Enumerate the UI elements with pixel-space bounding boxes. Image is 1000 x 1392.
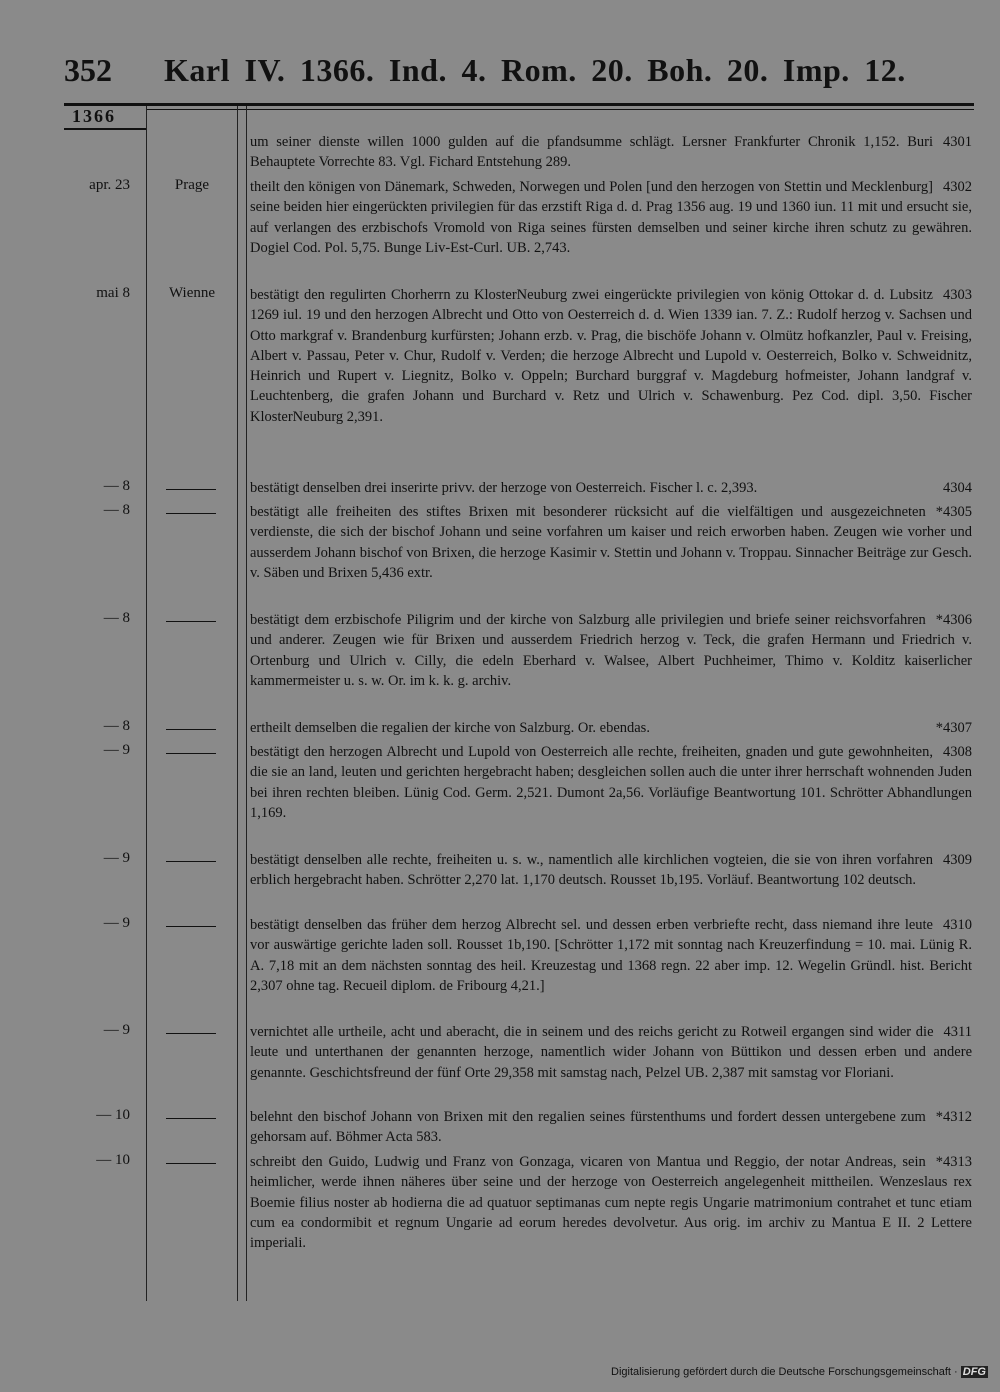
- entry-body: theilt den königen von Dänemark, Schweden, Norwegen und Polen [und den herzogen von Stettin und Mecklenburg] seine beiden hier eingerückten privilegien für das erzstift Riga d. d. Prag 1356 aug. 19 und 1360 iun. 11 mit und ersucht sie, auf verlangen des erzbischofs Vromold von Riga seines fürsten demselben und seiner kirche ihren schutz zu gewähren. Dogiel Cod. Pol. 5,75. Bunge Liv-Est-Curl. UB. 2,743.: [250, 179, 972, 256]
- place-ditto-rule: [166, 1118, 216, 1119]
- dfg-logo: DFG: [962, 1366, 986, 1378]
- place-ditto-rule: [166, 1163, 216, 1164]
- entry-number: 4301: [943, 134, 972, 150]
- entry-date: mai 8: [96, 285, 130, 301]
- entry-text: [250, 915, 972, 996]
- entry-number: 4311: [943, 1024, 972, 1040]
- entry-text: [250, 285, 972, 427]
- entry-date: — 8: [103, 718, 130, 734]
- entry-text: [250, 850, 972, 891]
- entry-number: 4303: [943, 287, 972, 303]
- entry-number: *4307: [935, 720, 972, 736]
- place-ditto-rule: [166, 861, 216, 862]
- year-rule: [64, 128, 146, 130]
- entry-number: 4308: [943, 744, 972, 760]
- entry-place: Wienne: [168, 285, 216, 301]
- entry-text: [250, 1152, 972, 1253]
- entry-text: [250, 718, 972, 738]
- entry-date: — 10: [96, 1152, 130, 1168]
- entry-text: [250, 742, 972, 823]
- entry-body: bestätigt den herzogen Albrecht und Lupold von Oesterreich alle rechte, freiheiten, gnaden und gute gewohnheiten, die sie an land, leuten und gerichten hergebracht haben; desgleichen sollen auch die unter ihrer herrschaft wohnenden Juden bei ihren rechten bleiben. Lünig Cod. Germ. 2,521. Dumont 2a,56. Vorläufige Beantwortung 101. Schrötter Abhandlungen 1,169.: [250, 744, 972, 821]
- page-number: 352: [64, 52, 112, 88]
- entry-date: — 8: [103, 610, 130, 626]
- entry-number: 4304: [943, 480, 972, 496]
- entry-body: vernichtet alle urtheile, acht und aberacht, die in seinem und des reichs gericht zu Rotweil ergangen sind wider die leute und unterthanen der genannten herzoge, namentlich wider Johann von Büttikon und dessen erben und andere genannte. Geschichtsfreund der fünf Orte 29,358 mit samstag nach, Pelzel UB. 2,387 mit samstag vor Floriani.: [250, 1024, 972, 1081]
- entry-date: — 9: [103, 850, 130, 866]
- entry-number: 4309: [943, 852, 972, 868]
- entry-date: — 9: [103, 915, 130, 931]
- place-ditto-rule: [166, 753, 216, 754]
- column-divider-place-inner: [246, 106, 247, 1301]
- entry-body: ertheilt demselben die regalien der kirche von Salzburg. Or. ebendas.: [250, 720, 650, 736]
- entry-text: [250, 1107, 972, 1148]
- entry-body: bestätigt den regulirten Chorherrn zu KlosterNeuburg zwei eingerückte privilegien von könig Ottokar d. d. Lubsitz 1269 iul. 19 und den herzogen Albrecht und Otto von Oesterreich d. d. Wien 1339 ian. 7. Z.: Rudolf herzog v. Sachsen und Otto markgraf v. Brandenburg kurfürsten; Johann erzb. v. Prag, die bischöfe Johann v. Olmütz hofkanzler, Paul v. Freising, Albert v. Passau, Peter v. Chur, Rudolf v. Verden; die herzoge Albrecht und Lupold v. Oesterreich, Bolko v. Schweidnitz, Heinrich und Rupert v. Liegnitz, Bolko v. Oppeln; Burchard burggraf v. Magdeburg hofmeister, Johann landgraf v. Leuchtenberg, die grafen Johann und Burchard v. Retz und Ulrich v. Schawenburg. Pez Cod. dipl. 3,50. Fischer KlosterNeuburg 2,391.: [250, 287, 972, 425]
- header-rule-thin: [146, 109, 974, 110]
- place-ditto-rule: [166, 489, 216, 490]
- header-rule: [64, 103, 974, 106]
- entry-place: Prage: [174, 177, 210, 193]
- entry-date: — 9: [103, 1022, 130, 1038]
- place-ditto-rule: [166, 926, 216, 927]
- entry-number: *4313: [935, 1154, 972, 1170]
- entry-number: *4312: [935, 1109, 972, 1125]
- entry-body: um seiner dienste willen 1000 gulden auf die pfandsumme schlägt. Lersner Frankfurter Chronik 1,152. Buri Behauptete Vorrechte 83. Vgl. Fichard Entstehung 289.: [250, 134, 933, 171]
- entry-date: — 8: [103, 502, 130, 518]
- entry-number: *4306: [935, 612, 972, 628]
- entry-date: — 8: [103, 478, 130, 494]
- entry-body: bestätigt alle freiheiten des stiftes Brixen mit besonderer rücksicht auf die vielfältigen und ausgezeichneten verdienste, die sich der bischof Johann und seine vorfahren um kaiser und reich erworben haben. Zeugen wie vorher und ausserdem Johann bischof von Brixen, die herzoge Kasimir v. Stettin und Johann v. Troppau. Sinnacher Beiträge zur Gesch. v. Säben und Brixen 5,436 extr.: [250, 504, 972, 581]
- entry-date: — 10: [96, 1107, 130, 1123]
- place-ditto-rule: [166, 729, 216, 730]
- footer-text: Digitalisierung gefördert durch die Deutsche Forschungsgemeinschaft ·: [611, 1366, 958, 1378]
- entry-text: [250, 502, 972, 583]
- entry-date: apr. 23: [89, 177, 130, 193]
- entry-text: [250, 132, 972, 173]
- footer-credit: [611, 1366, 988, 1378]
- year-label: 1366: [72, 106, 116, 126]
- place-ditto-rule: [166, 1033, 216, 1034]
- entry-body: bestätigt denselben drei inserirte privv. der herzoge von Oesterreich. Fischer l. c. 2,393.: [250, 480, 758, 496]
- entry-text: [250, 177, 972, 258]
- entry-number: 4310: [943, 917, 972, 933]
- page-header: [64, 52, 964, 92]
- entry-body: belehnt den bischof Johann von Brixen mit den regalien seines fürstenthums und fordert dessen untergebene zum gehorsam auf. Böhmer Acta 583.: [250, 1109, 926, 1146]
- entry-body: bestätigt dem erzbischofe Piligrim und der kirche von Salzburg alle privilegien und briefe seiner reichsvorfahren und anderer. Zeugen wie für Brixen und ausserdem Friedrich herzog v. Teck, die grafen Hermann und Friedrich v. Ortenburg und Ulrich v. Cilly, die edeln Eberhard v. Walsee, Albert Puchheimer, Thimo v. Kolditz kaiserlicher kammermeister u. s. w. Or. im k. k. g. archiv.: [250, 612, 972, 689]
- entry-text: [250, 478, 972, 498]
- entry-text: [250, 610, 972, 691]
- entry-number: 4302: [943, 179, 972, 195]
- entry-number: *4305: [935, 504, 972, 520]
- place-ditto-rule: [166, 513, 216, 514]
- entry-date: — 9: [103, 742, 130, 758]
- column-divider-place: [237, 106, 238, 1301]
- running-title: Karl IV. 1366. Ind. 4. Rom. 20. Boh. 20. Imp. 12.: [164, 52, 906, 88]
- entry-body: bestätigt denselben das früher dem herzog Albrecht sel. und dessen erben verbriefte recht, dass niemand ihre leute vor auswärtige gerichte laden soll. Rousset 1b,190. [Schrötter 1,172 mit sonntag nach Kreuzerfindung = 10. mai. Lünig R. A. 7,18 mit an dem nächsten sonntag des heil. Kreuzestag und 1368 regn. 22 aber imp. 12. Wegelin Gründl. hist. Bericht 2,307 ohne tag. Recueil diplom. de Fribourg 4,21.]: [250, 917, 972, 994]
- place-ditto-rule: [166, 621, 216, 622]
- entry-body: schreibt den Guido, Ludwig und Franz von Gonzaga, vicaren von Mantua und Reggio, der notar Andreas, sein heimlicher, werde ihnen näheres über seine und der herzoge von Oesterreich angelegenheit mittheilen. Wenzeslaus rex Boemie filius noster ab hodierna die ad quatuor septimanas cum nepte regis Ungarie matrimonium contrahet et tunc etiam cum ea condormibit et regnum Ungarie ad eorum heredes devolvetur. Aus orig. im archiv zu Mantua E II. 2 Lettere imperiali.: [250, 1154, 972, 1252]
- entry-text: [250, 1022, 972, 1083]
- column-divider-date: [146, 106, 147, 1301]
- entry-body: bestätigt denselben alle rechte, freiheiten u. s. w., namentlich alle kirchlichen vogteien, die sie von ihren vorfahren erblich hergebracht haben. Schrötter 2,270 lat. 1,170 deutsch. Rousset 1b,195. Vorläuf. Beantwortung 102 deutsch.: [250, 852, 933, 889]
